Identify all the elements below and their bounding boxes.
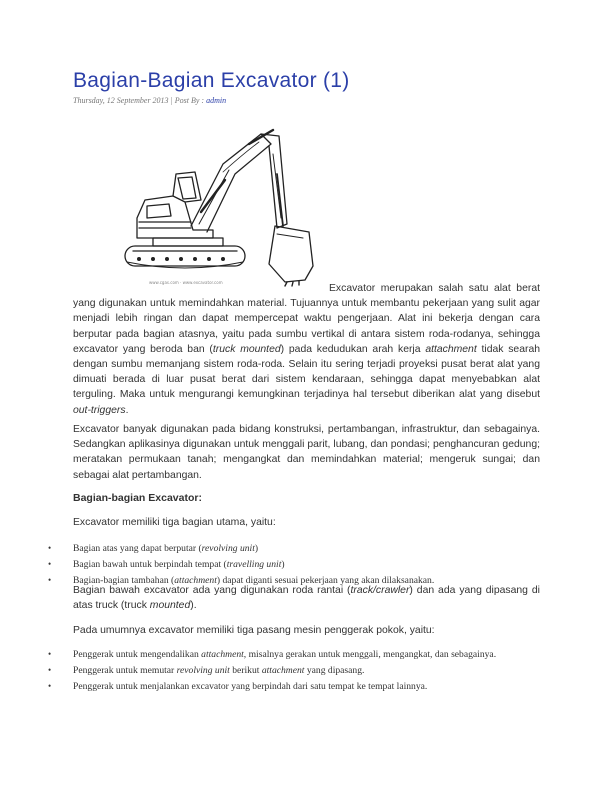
list-item: • Penggerak untuk memutar revolving unit berikut attachment yang dipasang.: [48, 665, 365, 676]
paragraph-1: Excavator merupakan salah satu alat berat yang digunakan untuk memindahkan material. Tujuannya untuk membantu pekerjaan yang sulit agar menjadi lebih ringan dan dapat mempercepat waktu pengerjaan. Alat ini bekerja dengan cara berputar pada bagian atasnya, yaitu pada sumbu vertikal di antara sistem roda-rodanya, sehingga excavator yang beroda ban (truck mounted) pada kedudukan arah kerja attachment tidak searah dengan sumbu memanjang sistem roda-roda. Selain itu sering terjadi proyeksi pusat berat alat yang dimuati berada di luar pusat berat dari sistem kendaraan, sehingga dapat menyebabkan alat terguling. Maka untuk mengurangi kemungkinan terjadinya hal tersebut diberikan alat yang disebut out-triggers.: [73, 283, 541, 416]
list-item: • Bagian bawah untuk berpindah tempat (travelling unit): [48, 559, 285, 570]
bullet-icon: •: [48, 559, 52, 569]
section-heading: Bagian-bagian Excavator:: [73, 492, 202, 504]
post-meta: [73, 96, 226, 105]
list-item: • Penggerak untuk menjalankan excavator yang berpindah dari satu tempat ke tempat lainnya.: [48, 681, 428, 692]
bullet-icon: •: [48, 665, 52, 675]
illustration-watermark: www.cgas.com · www.excavator.com: [149, 280, 223, 285]
list-item: • Bagian atas yang dapat berputar (revolving unit): [48, 543, 259, 554]
engine-list: [48, 648, 518, 696]
bullet-icon: •: [48, 681, 52, 691]
engine-intro-text: Pada umumnya excavator memiliki tiga pasang mesin penggerak pokok, yaitu:: [73, 625, 435, 636]
paragraph-2: Excavator banyak digunakan pada bidang konstruksi, pertambangan, infrastruktur, dan sebagainya. Sedangkan aplikasinya digunakan untuk menggali parit, lubang, dan pondasi; penghancuran gedung; meratakan permukaan tanah; mengangkat dan memindahkan material; mengeruk sungai; dan sebagai alat pertambangan.: [73, 424, 540, 481]
post-date: Thursday, 12 September 2013 | Post By :: [73, 96, 207, 105]
intro-text: Excavator memiliki tiga bagian utama, yaitu:: [73, 517, 276, 528]
post-author-link[interactable]: admin: [206, 96, 227, 105]
bullet-icon: •: [48, 649, 52, 659]
list-item: • Penggerak untuk mengendalikan attachment, misalnya gerakan untuk menggali, mengangkat, dan sebagainya.: [48, 649, 497, 660]
excavator-illustration: [73, 114, 323, 290]
list-item: • Bagian-bagian tambahan (attachment) dapat diganti sesuai pekerjaan yang akan dilaksanakan.: [48, 575, 435, 586]
undercarriage-note: Bagian bawah excavator ada yang digunakan roda rantai (track/crawler) dan ada yang dipasang di atas truck (truck mounted).: [73, 585, 540, 612]
bullet-icon: •: [48, 543, 52, 553]
bullet-icon: •: [48, 575, 52, 585]
article-title: Bagian-Bagian Excavator (1): [73, 69, 350, 92]
